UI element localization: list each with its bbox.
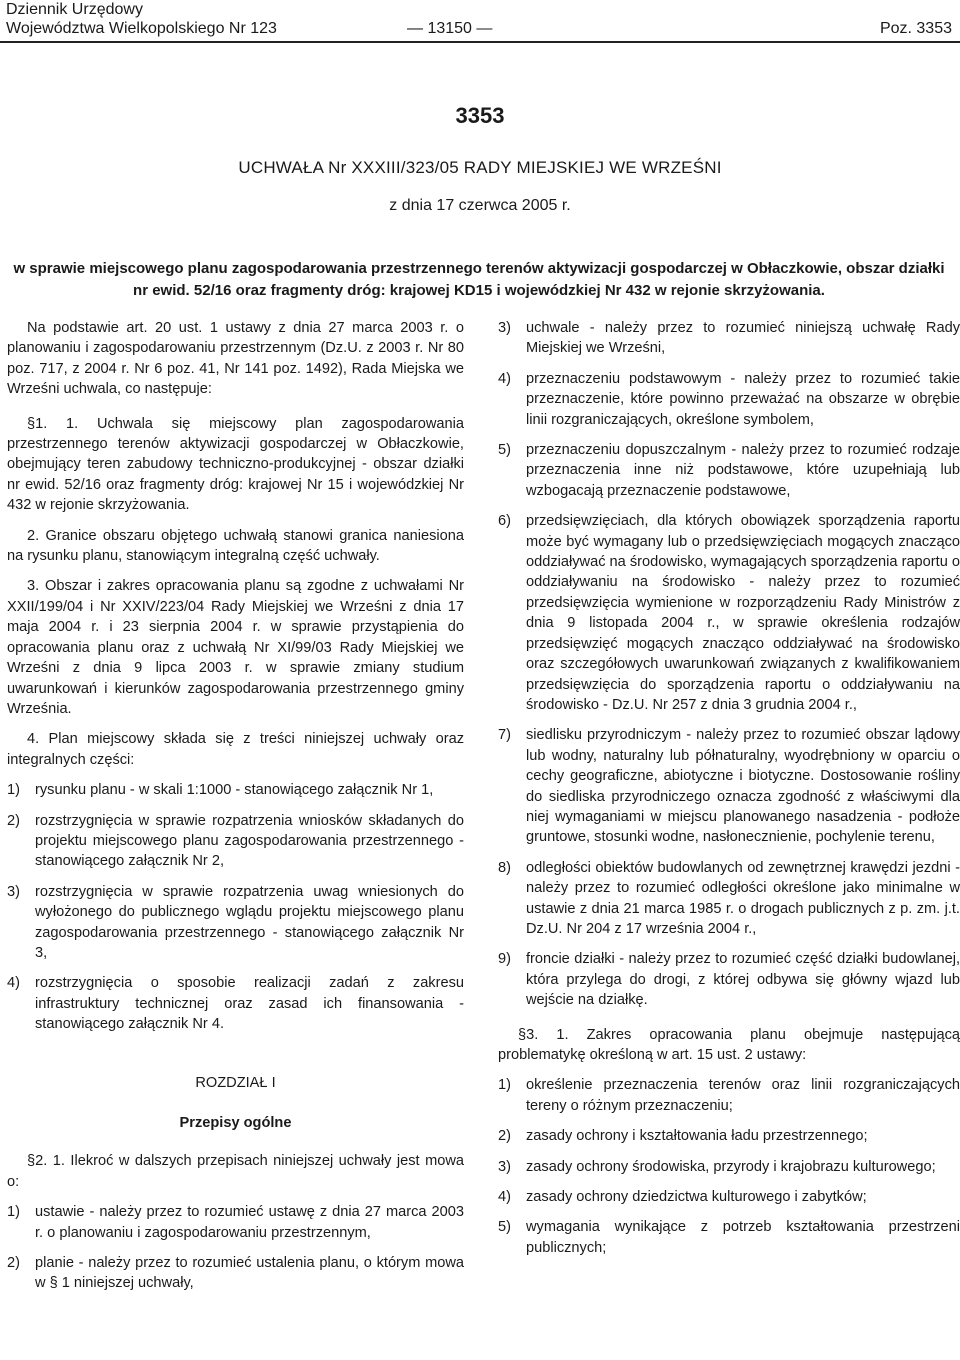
chapter-title: Przepisy ogólne [179,1115,292,1131]
document-title: UCHWAŁA Nr XXXIII/323/05 RADY MIEJSKIEJ WE WRZEŚNI [238,158,722,177]
list-item [498,1157,960,1177]
list-item [7,811,464,872]
list-item-text: uchwale - należy przez to rozumieć niniejszą uchwałę Rady Miejskiej we Wrześni, [526,320,960,357]
section-1-paragraph-3: 3. Obszar i zakres opracowania planu są zgodne z uchwałami Nr XXII/199/04 i Nr XXIV/223/04 Rady Miejskiej we Wrześni z dnia 17 maja 2004 r. i 23 sierpnia 2004 r. w sprawie przystąpienia do opracowania planu oraz z uchwałą Nr XI/99/03 Rady Miejskiej we Wrześni z dnia 9 lipca 2003 r. w sprawie zmiany studium uwarunkowań i kierunków zagospodarowania przestrzennego gminy Września. [7,578,464,717]
list-item-number: 3) [498,320,511,336]
position-label: Poz. 3353 [879,20,952,37]
list-item [7,780,464,800]
section-1-paragraph-4: 4. Plan miejscowy składa się z treści niniejszej uchwały oraz integralnych części: [7,731,464,768]
list-item [7,1202,464,1243]
list-item-number: 2) [7,1255,20,1272]
list-item-number: 3) [7,883,20,900]
list-item-text: przedsięwzięciach, dla których obowiązek sporządzenia raportu może być wymagany lub o przedsięwzięciach mogących znacząco oddziaływać na środowisko, wymagających sporządzenia raportu o oddziaływaniu na środowisko - należy przez to rozumieć przedsięwzięcia wymienione w rozporządzeniu Rady Ministrów z dnia 9 listopada 2004 r., w sprawie określenia rodzajów przedsięwzięć mogących znacząco oddziaływać na środowisko oraz szczegółowych uwarunkowań związanych z kwalifikowaniem przedsięwzięcia do sporządzenia raportu o oddziaływaniu na środowisko - Dz.U. Nr 257 z dnia 3 grudnia 2004 r., [526,513,960,713]
list-item-text: siedlisku przyrodniczym - należy przez to rozumieć obszar lądowy lub wodny, naturalny lub półnaturalny, wyodrębniony w oparciu o cechy geograficzne, abiotyczne i biotyczne. Dostosowanie rośliny do siedliska przyrodniczego oznacza zgodność z właściwymi dla niej wymaganiami w miejscu planowanego nasadzenia - podłoże gruntowe, stosunki wodne, nasłonecznienie, pochylenie terenu, [526,727,960,846]
left-column [7,318,464,1294]
list-item [498,369,960,430]
list-item-text: zasady ochrony dziedzictwa kulturowego i zabytków; [526,1189,867,1206]
list-item-number: 8) [498,859,511,876]
list-item [498,949,960,1010]
page-header [0,0,960,44]
list-item-text: wymagania wynikające z potrzeb kształtowania przestrzeni publicznych; [526,1219,960,1256]
journal-name [6,0,277,38]
list-item [7,882,464,964]
header-divider [0,41,960,43]
list-item [498,440,960,501]
list-item-number: 5) [498,1219,511,1236]
list-item [498,1217,960,1258]
list-item [498,858,960,940]
list-item-number: 1) [7,1204,20,1221]
journal-line-2: Województwa Wielkopolskiego Nr 123 [6,20,277,37]
list-item-text: ustawie - należy przez to rozumieć ustawę z dnia 27 marca 2003 r. o planowaniu i zagospodarowaniu przestrzennym, [35,1204,464,1241]
list-item-text: rozstrzygnięcia o sposobie realizacji zadań z zakresu infrastruktury technicznej oraz zasad ich finansowania - stanowiącego załącznik Nr 4. [35,975,464,1033]
list-item [498,1187,960,1207]
list-item-number: 1) [7,782,20,799]
section-1-paragraph-2: 2. Granice obszaru objętego uchwałą stanowi granica naniesiona na rysunku planu, stanowiącym integralną część uchwały. [7,527,464,565]
list-item-number: 5) [498,442,511,459]
position-number: 3353 [455,103,505,128]
section-1-paragraph-1: §1. 1. Uchwala się miejscowy plan zagospodarowania przestrzennego terenów aktywizacji gospodarczej w Obłaczkowie, obejmujący teren zabudowy techniczno-produkcyjnej - obszar działki nr ewid. 52/16 oraz fragmenty dróg: krajowej Nr 15 i wojewódzkiej Nr 432 w rejonie skrzyżowania. [7,415,464,514]
list-item-number: 2) [498,1128,511,1145]
list-item [7,973,464,1034]
list-item-text: rozstrzygnięcia w sprawie rozpatrzenia wniosków składanych do projektu miejscowego planu zagospodarowania przestrzennego - stanowiącego załącznik Nr 2, [35,812,464,870]
list-item [498,1126,960,1146]
document-date: z dnia 17 czerwca 2005 r. [389,197,571,214]
list-item [498,1075,960,1116]
page-number: — 13150 — [407,20,493,37]
list-item-number: 2) [7,812,20,829]
chapter-heading: ROZDZIAŁ I [195,1074,276,1091]
list-item-text: przeznaczeniu podstawowym - należy przez to rozumieć takie przeznaczenie, które powinno przeważać na obszarze w obrębie linii rozgraniczających, określone symbolem, [526,370,960,428]
list-item-number: 9) [498,951,511,968]
list-item-number: 4) [7,975,20,992]
list-item-number: 1) [498,1077,511,1094]
list-item [498,725,960,847]
section-3-intro: §3. 1. Zakres opracowania planu obejmuje następującą problematykę określoną w art. 15 ust. 2 ustawy: [498,1026,960,1063]
list-item [7,1253,464,1294]
list-item-text: froncie działki - należy przez to rozumieć część działki budowlanej, która przylega do drogi, z której odbywa się główny wjazd lub wejście na działkę. [526,951,960,1009]
list-item-text: rysunku planu - w skali 1:1000 - stanowiącego załącznik Nr 1, [35,782,434,799]
journal-line-1: Dziennik Urzędowy [6,1,143,18]
list-item-text: odległości obiektów budowlanych od zewnętrznej krawędzi jezdni - należy przez to rozumieć odległości określone jako minimalne w ustawie z dnia 21 marca 1985 r. o drogach publicznych z p. zm. j.t. Dz.U. Nr 204 z 17 września 2004 r., [526,859,960,937]
preamble: Na podstawie art. 20 ust. 1 ustawy z dnia 27 marca 2003 r. o planowaniu i zagospodarowaniu przestrzennym (Dz.U. z 2003 r. Nr 80 poz. 717, z 2004 r. Nr 6 poz. 41, Nr 141 poz. 1492), Rada Miejska we Wrześni uchwala, co następuje: [7,320,464,398]
list-item-number: 4) [498,370,511,387]
list-item-text: zasady ochrony środowiska, przyrody i krajobrazu kulturowego; [526,1158,936,1175]
list-item-text: rozstrzygnięcia w sprawie rozpatrzenia uwag wniesionych do wyłożonego do publicznego wglądu projektu miejscowego planu zagospodarowania przestrzennego - stanowiącego załącznik Nr 3, [35,883,464,961]
list-item-number: 6) [498,513,511,530]
list-item [498,511,960,715]
document-subject: w sprawie miejscowego planu zagospodarowania przestrzennego terenów aktywizacji gospodarczej w Obłaczkowie, obszar działki nr ewid. 52/16 oraz fragmenty dróg: krajowej KD15 i wojewódzkiej Nr 432 w rejonie skrzyżowania. [13,260,945,299]
list-item-number: 7) [498,727,511,744]
list-item-text: określenie przeznaczenia terenów oraz linii rozgraniczających tereny o różnym przeznaczeniu; [526,1077,960,1114]
list-item-number: 4) [498,1189,511,1206]
section-2-intro: §2. 1. Ilekroć w dalszych przepisach niniejszej uchwały jest mowa o: [7,1153,464,1190]
list-item-number: 3) [498,1158,511,1175]
right-column [498,318,960,1258]
list-item-text: zasady ochrony i kształtowania ładu przestrzennego; [526,1128,868,1145]
list-item [498,318,960,359]
list-item-text: planie - należy przez to rozumieć ustalenia planu, o którym mowa w § 1 niniejszej uchwały, [35,1255,464,1292]
list-item-text: przeznaczeniu dopuszczalnym - należy przez to rozumieć rodzaje przeznaczenia inne niż podstawowe, które uzupełniają lub wzbogacają przeznaczenie podstawowe, [526,442,960,499]
